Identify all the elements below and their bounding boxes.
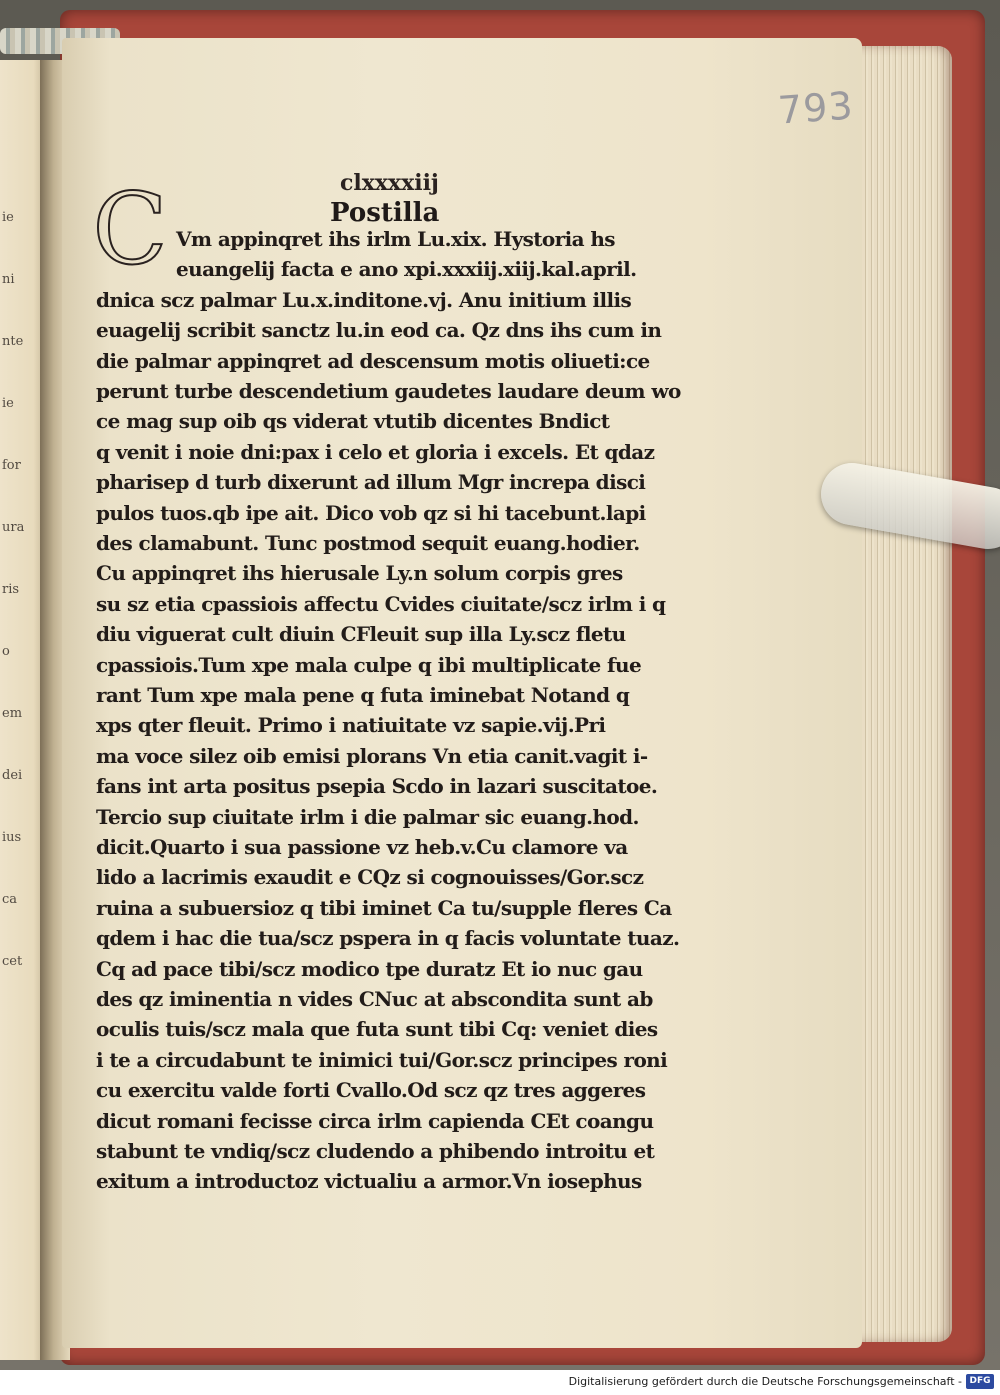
text-line: exitum a introductoz victualiu a armor.Vn iosephus bbox=[96, 1169, 642, 1194]
text-line: dicit.Quarto i sua passione vz heb.v.Cu clamore va bbox=[96, 835, 628, 859]
text-line: fans int arta positus psepia Scdo in lazari suscitatoe. bbox=[96, 774, 658, 799]
text-line: qdem i hac die tua/scz pspera in q facis voluntate tuaz. bbox=[96, 926, 680, 951]
folio-number: clxxxxiij bbox=[340, 170, 439, 196]
text-line: ce mag sup oib qs viderat vtutib dicentes Bndict bbox=[96, 409, 610, 434]
text-line: rant Tum xpe mala pene q futa iminebat Notand q bbox=[96, 683, 630, 707]
facing-page-fragment: o bbox=[2, 644, 10, 659]
facing-page-fragment: ius bbox=[2, 830, 22, 845]
facing-page-fragment: ni bbox=[2, 272, 15, 287]
facing-page-fragment: dei bbox=[2, 768, 23, 783]
text-line: die palmar appinqret ad descensum motis oliueti:ce bbox=[96, 348, 650, 373]
shelfmark-number: 793 bbox=[776, 83, 855, 133]
text-line: dnica scz palmar Lu.x.inditone.vj. Anu initium illis bbox=[96, 287, 632, 312]
facing-page-fragment: ca bbox=[2, 892, 18, 907]
dfg-logo-icon: DFG bbox=[966, 1374, 994, 1389]
text-line: Vm appinqret ihs irlm Lu.xix. Hystoria hs bbox=[176, 227, 615, 251]
text-line: pharisep d turb dixerunt ad illum Mgr increpa disci bbox=[96, 470, 646, 495]
page-fore-edge bbox=[856, 46, 952, 1342]
text-line: des clamabunt. Tunc postmod sequit euang.hodier. bbox=[96, 531, 640, 555]
text-line: Cu appinqret ihs hierusale Ly.n solum corpis gres bbox=[96, 561, 623, 586]
text-line: Cq ad pace tibi/scz modico tpe duratz Et io nuc gau bbox=[96, 956, 643, 981]
facing-page-fragment: ura bbox=[2, 520, 25, 535]
facing-page-fragment: cet bbox=[2, 954, 23, 969]
footer-credit: Digitalisierung gefördert durch die Deutsche Forschungsgemeinschaft - bbox=[568, 1375, 962, 1388]
facing-page-fragment: nte bbox=[2, 334, 24, 349]
text-line: oculis tuis/scz mala que futa sunt tibi Cq: veniet dies bbox=[96, 1017, 658, 1042]
text-line: su sz etia cpassiois affectu Cvides ciuitate/scz irlm i q bbox=[96, 591, 666, 616]
facing-page-fragment: ris bbox=[2, 582, 20, 597]
footer-bar bbox=[0, 1370, 1000, 1395]
text-line: xps qter fleuit. Primo i natiuitate vz sapie.vij.Pri bbox=[96, 713, 606, 738]
text-line: Tercio sup ciuitate irlm i die palmar sic euang.hod. bbox=[96, 804, 639, 829]
text-line: dicut romani fecisse circa irlm capienda CEt coangu bbox=[96, 1108, 654, 1133]
text-line: euagelij scribit sanctz lu.in eod ca. Qz dns ihs cum in bbox=[96, 318, 662, 343]
facing-page-fragment: ie bbox=[2, 210, 14, 225]
text-line: cu exercitu valde forti Cvallo.Od scz qz tres aggeres bbox=[96, 1078, 646, 1103]
facing-page-fragment: em bbox=[2, 706, 23, 721]
page-heading: Postilla bbox=[330, 198, 440, 228]
text-line: lido a lacrimis exaudit e CQz si cognouisses/Gor.scz bbox=[96, 865, 644, 890]
facing-page-fragment: for bbox=[2, 458, 21, 473]
text-line: euangelij facta e ano xpi.xxxiij.xiij.kal.april. bbox=[176, 257, 637, 282]
facing-page-fragment: ie bbox=[2, 396, 14, 411]
text-line: cpassiois.Tum xpe mala culpe q ibi multiplicate fue bbox=[96, 652, 642, 677]
text-line: q venit i noie dni:pax i celo et gloria i excels. Et qdaz bbox=[96, 439, 655, 464]
text-line: ruina a subuersioz q tibi iminet Ca tu/supple fleres Ca bbox=[96, 895, 672, 920]
text-line: des qz iminentia n vides CNuc at abscondita sunt ab bbox=[96, 987, 653, 1011]
text-line: stabunt te vndiq/scz cludendo a phibendo introitu et bbox=[96, 1139, 655, 1163]
text-line: ma voce silez oib emisi plorans Vn etia canit.vagit i- bbox=[96, 743, 648, 768]
text-line: perunt turbe descendetium gaudetes laudare deum wo bbox=[96, 379, 681, 403]
text-line: i te a circudabunt te inimici tui/Gor.scz principes roni bbox=[96, 1047, 668, 1072]
decorated-initial: C bbox=[92, 173, 168, 287]
text-line: pulos tuos.qb ipe ait. Dico vob qz si hi tacebunt.lapi bbox=[96, 500, 646, 525]
text-line: diu viguerat cult diuin CFleuit sup illa Ly.scz fletu bbox=[96, 622, 626, 647]
